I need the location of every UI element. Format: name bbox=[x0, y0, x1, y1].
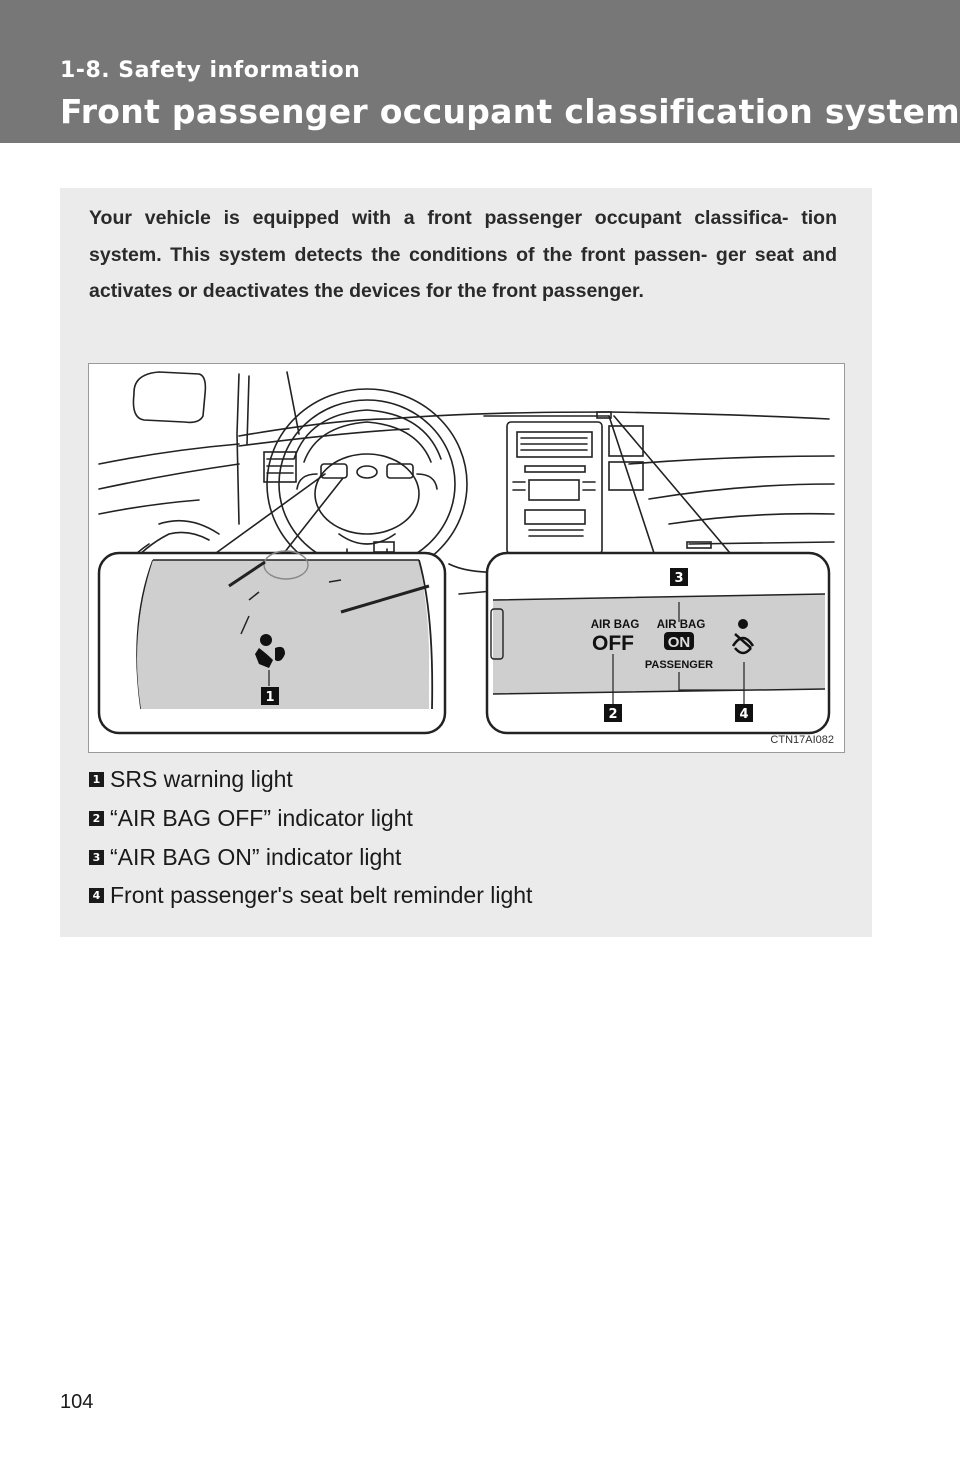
dashboard-illustration bbox=[88, 363, 845, 753]
intro-paragraph: Your vehicle is equipped with a front passenger occupant classifica- tion system. This system detects the conditions of the front passen- ger seat and activates or deactivates the devices for the front passenger. bbox=[89, 207, 837, 302]
svg-text:2: 2 bbox=[608, 707, 618, 722]
legend-text: “AIR BAG OFF” indicator light bbox=[110, 805, 413, 831]
svg-text:AIR BAG: AIR BAG bbox=[590, 619, 640, 631]
zoom-bubble-right bbox=[487, 553, 829, 733]
page-number: 104 bbox=[60, 1391, 94, 1413]
zoom-bubble-left bbox=[99, 551, 445, 733]
legend-item bbox=[89, 882, 532, 909]
legend-number-badge: 2 bbox=[89, 811, 104, 826]
section-label: 1-8. Safety information bbox=[60, 58, 361, 83]
page-title: Front passenger occupant classification system bbox=[60, 92, 960, 131]
svg-text:3: 3 bbox=[674, 571, 684, 586]
legend-number-badge: 1 bbox=[89, 772, 104, 787]
svg-text:ON: ON bbox=[667, 634, 691, 651]
legend-item bbox=[89, 766, 293, 793]
legend-text: SRS warning light bbox=[110, 766, 293, 792]
legend-number-badge: 4 bbox=[89, 888, 104, 903]
figure-code: CTN17AI082 bbox=[770, 734, 834, 746]
legend-item bbox=[89, 844, 401, 871]
legend-item bbox=[89, 805, 413, 832]
legend-text: “AIR BAG ON” indicator light bbox=[110, 844, 402, 870]
legend-number-badge: 3 bbox=[89, 850, 104, 865]
svg-text:4: 4 bbox=[739, 707, 749, 722]
dashboard-drawing bbox=[89, 364, 846, 754]
svg-text:1: 1 bbox=[265, 690, 275, 705]
svg-text:PASSENGER: PASSENGER bbox=[644, 659, 714, 671]
legend-text: Front passenger's seat belt reminder light bbox=[110, 882, 533, 908]
info-box bbox=[60, 188, 872, 937]
svg-text:AIR BAG: AIR BAG bbox=[656, 619, 706, 631]
page-header bbox=[0, 0, 960, 143]
svg-text:OFF: OFF bbox=[592, 632, 634, 655]
